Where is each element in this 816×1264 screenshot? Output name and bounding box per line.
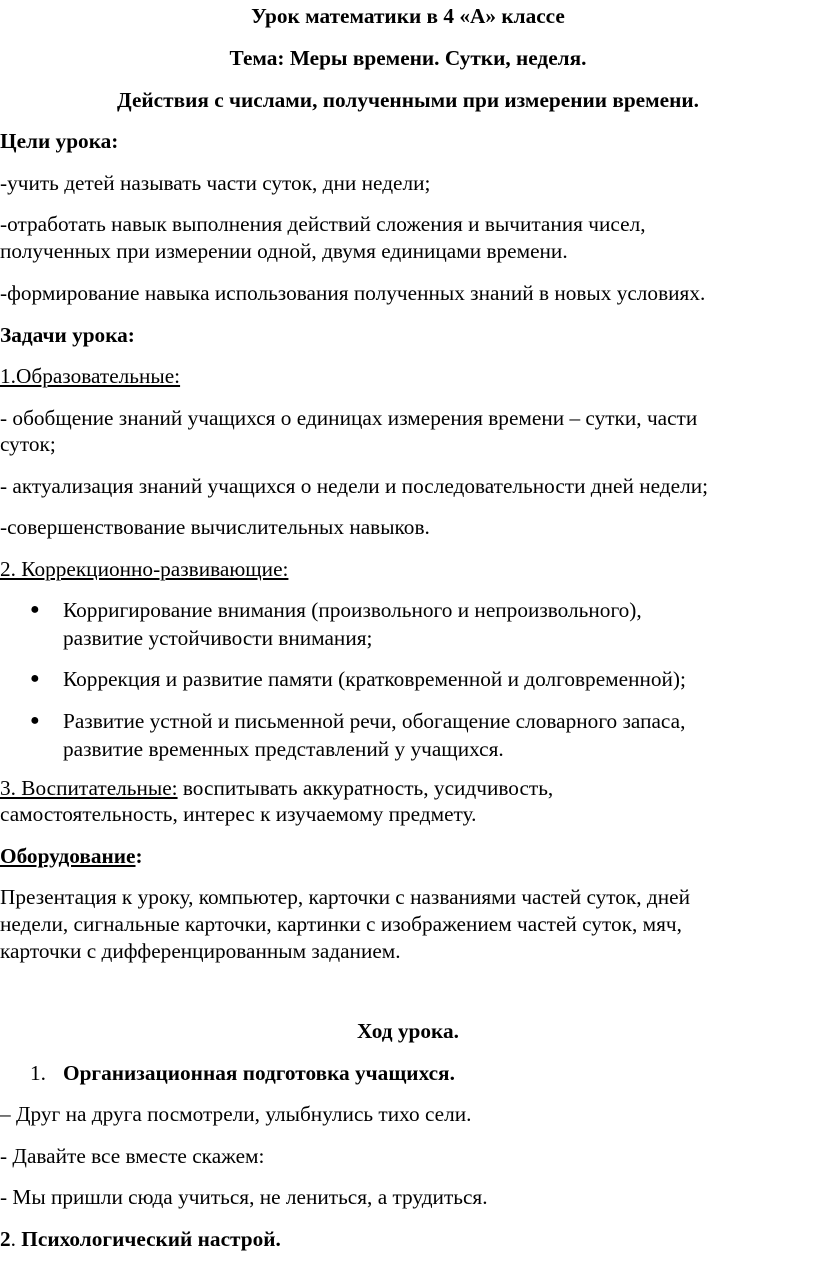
upbringing-text: воспитывать аккуратность, усидчивость,	[177, 776, 554, 800]
equipment-heading-line	[0, 842, 816, 870]
list-item-text	[63, 707, 803, 763]
educational-item: - актуализация знаний учащихся о недели и последовательности дней недели;	[0, 474, 709, 498]
document-title: Урок математики в 4 «А» классе	[251, 4, 565, 28]
step-dot: .	[10, 1227, 16, 1251]
step-title: Психологический настрой.	[15, 1227, 281, 1251]
step-number: 1.	[30, 1061, 46, 1085]
equipment-colon: :	[135, 844, 143, 868]
list-item-line: развитие временных представлений у учащихся.	[63, 737, 504, 761]
equipment-line: недели, сигнальные карточки, картинки с изображением частей суток, мяч,	[0, 912, 682, 936]
list-item	[0, 596, 816, 652]
tasks-heading: Задачи урока:	[0, 323, 135, 347]
goal-item: -формирование навыка использования полученных знаний в новых условиях.	[0, 281, 706, 305]
equipment-line: карточки с дифференцированным заданием.	[0, 939, 401, 963]
bullet-icon: ●	[30, 601, 40, 618]
goal-item-continuation: полученных при измерении одной, двумя единицами времени.	[0, 239, 568, 263]
step-number: 2	[0, 1227, 11, 1251]
list-item-line: развитие устойчивости внимания;	[63, 626, 373, 650]
lesson-heading: Ход урока.	[357, 1019, 459, 1043]
goal-item: -учить детей называть части суток, дни недели;	[0, 171, 431, 195]
list-item-text	[63, 665, 803, 693]
lesson-topic: Тема: Меры времени. Сутки, неделя.	[229, 46, 587, 70]
lesson-subtopic: Действия с числами, полученными при измерении времени.	[117, 88, 699, 112]
educational-label: 1.Образовательные:	[0, 364, 181, 388]
upbringing-paragraph	[0, 774, 816, 802]
correctional-label: 2. Коррекционно-развивающие:	[0, 557, 289, 581]
upbringing-continuation: самостоятельность, интерес к изучаемому предмету.	[0, 802, 477, 826]
list-item-line: Коррекция и развитие памяти (кратковременной и долговременной);	[63, 667, 686, 691]
equipment-heading: Оборудование	[0, 844, 136, 868]
educational-item-continuation: суток;	[0, 432, 56, 456]
goal-item: -отработать навык выполнения действий сложения и вычитания чисел,	[0, 212, 646, 236]
list-item	[0, 665, 816, 693]
goals-heading: Цели урока:	[0, 129, 119, 153]
lesson-line: - Мы пришли сюда учиться, не лениться, а трудиться.	[0, 1185, 488, 1209]
lesson-line: - Давайте все вместе скажем:	[0, 1144, 265, 1168]
educational-item: - обобщение знаний учащихся о единицах измерения времени – сутки, части	[0, 406, 698, 430]
lesson-step	[0, 1059, 816, 1087]
bullet-icon: ●	[30, 712, 40, 729]
educational-item: -совершенствование вычислительных навыков.	[0, 515, 430, 539]
list-item-line: Корригирование внимания (произвольного и непроизвольного),	[63, 598, 642, 622]
list-item	[0, 707, 816, 763]
list-item-line: Развитие устной и письменной речи, обогащение словарного запаса,	[63, 709, 686, 733]
equipment-line: Презентация к уроку, компьютер, карточки с названиями частей суток, дней	[0, 885, 691, 909]
lesson-step	[0, 1225, 816, 1253]
list-item-text	[63, 596, 803, 652]
step-title: Организационная подготовка учащихся.	[63, 1061, 455, 1085]
bullet-icon: ●	[30, 670, 40, 687]
upbringing-label: 3. Воспитательные:	[0, 776, 178, 800]
lesson-line: – Друг на друга посмотрели, улыбнулись тихо сели.	[0, 1102, 472, 1126]
